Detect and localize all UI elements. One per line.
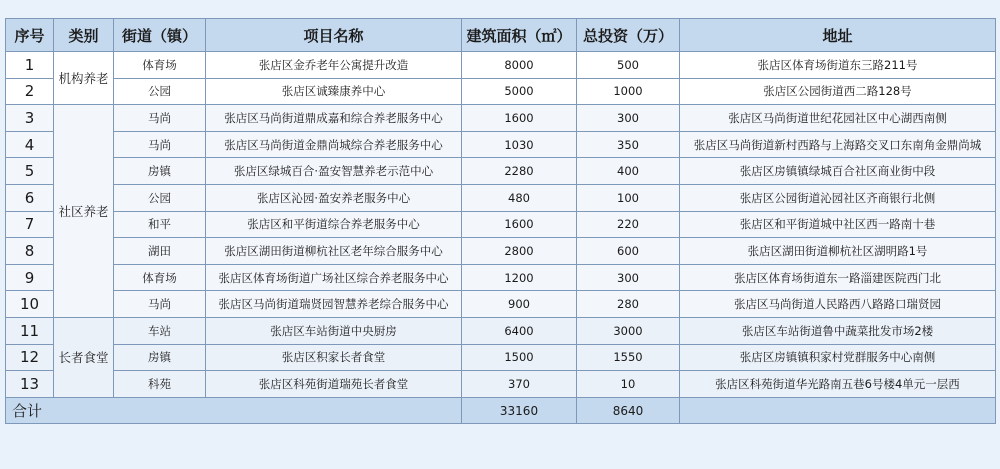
header-cell: 总投资（万） bbox=[577, 19, 680, 52]
total-investment-cell: 8640 bbox=[577, 397, 680, 424]
street-cell: 房镇 bbox=[114, 344, 206, 371]
project-name-cell: 张店区车站街道中央厨房 bbox=[206, 317, 462, 344]
address-cell: 张店区湖田街道柳杭社区湖明路1号 bbox=[680, 238, 996, 265]
row-number: 2 bbox=[6, 78, 54, 105]
header-cell: 街道（镇） bbox=[114, 19, 206, 52]
header-cell: 建筑面积（㎡） bbox=[462, 19, 577, 52]
table-row bbox=[6, 264, 996, 291]
row-number: 10 bbox=[6, 291, 54, 318]
address-cell: 张店区公园街道沁园社区齐商银行北侧 bbox=[680, 184, 996, 211]
address-cell: 张店区马尚街道新村西路与上海路交叉口东南角金鼎尚城 bbox=[680, 131, 996, 158]
row-number: 3 bbox=[6, 105, 54, 132]
table-row bbox=[6, 78, 996, 105]
area-cell: 1030 bbox=[462, 131, 577, 158]
total-empty-cell bbox=[680, 397, 996, 424]
address-cell: 张店区车站街道鲁中蔬菜批发市场2楼 bbox=[680, 317, 996, 344]
project-name-cell: 张店区诚臻康养中心 bbox=[206, 78, 462, 105]
area-cell: 2280 bbox=[462, 158, 577, 185]
address-cell: 张店区房镇镇积家村党群服务中心南侧 bbox=[680, 344, 996, 371]
row-number: 11 bbox=[6, 317, 54, 344]
project-name-cell: 张店区沁园·盈安养老服务中心 bbox=[206, 184, 462, 211]
table-row bbox=[6, 317, 996, 344]
area-cell: 480 bbox=[462, 184, 577, 211]
table-row bbox=[6, 344, 996, 371]
row-number: 7 bbox=[6, 211, 54, 238]
table-row bbox=[6, 291, 996, 318]
investment-cell: 1000 bbox=[577, 78, 680, 105]
header-cell: 序号 bbox=[6, 19, 54, 52]
row-number: 5 bbox=[6, 158, 54, 185]
investment-cell: 280 bbox=[577, 291, 680, 318]
row-number: 4 bbox=[6, 131, 54, 158]
street-cell: 湖田 bbox=[114, 238, 206, 265]
street-cell: 和平 bbox=[114, 211, 206, 238]
address-cell: 张店区和平街道城中社区西一路南十巷 bbox=[680, 211, 996, 238]
category-cell: 机构养老 bbox=[54, 52, 114, 105]
category-cell: 长者食堂 bbox=[54, 317, 114, 397]
area-cell: 1200 bbox=[462, 264, 577, 291]
investment-cell: 10 bbox=[577, 371, 680, 398]
project-name-cell: 张店区科苑街道瑞苑长者食堂 bbox=[206, 371, 462, 398]
header-row bbox=[6, 19, 996, 52]
area-cell: 5000 bbox=[462, 78, 577, 105]
address-cell: 张店区体育场街道东三路211号 bbox=[680, 52, 996, 79]
area-cell: 8000 bbox=[462, 52, 577, 79]
project-name-cell: 张店区金乔老年公寓提升改造 bbox=[206, 52, 462, 79]
total-area-cell: 33160 bbox=[462, 397, 577, 424]
address-cell: 张店区体育场街道东一路淄建医院西门北 bbox=[680, 264, 996, 291]
address-cell: 张店区房镇镇绿城百合社区商业街中段 bbox=[680, 158, 996, 185]
row-number: 9 bbox=[6, 264, 54, 291]
table-row bbox=[6, 105, 996, 132]
project-name-cell: 张店区和平街道综合养老服务中心 bbox=[206, 211, 462, 238]
total-label: 合计 bbox=[6, 397, 462, 424]
elderly-care-projects-table bbox=[5, 18, 996, 424]
investment-cell: 300 bbox=[577, 105, 680, 132]
investment-cell: 350 bbox=[577, 131, 680, 158]
table-row bbox=[6, 184, 996, 211]
project-name-cell: 张店区湖田街道柳杭社区老年综合服务中心 bbox=[206, 238, 462, 265]
table-row bbox=[6, 371, 996, 398]
investment-cell: 300 bbox=[577, 264, 680, 291]
row-number: 8 bbox=[6, 238, 54, 265]
address-cell: 张店区科苑街道华光路南五巷6号楼4单元一层西 bbox=[680, 371, 996, 398]
street-cell: 体育场 bbox=[114, 52, 206, 79]
table-row bbox=[6, 158, 996, 185]
street-cell: 公园 bbox=[114, 78, 206, 105]
row-number: 6 bbox=[6, 184, 54, 211]
address-cell: 张店区马尚街道世纪花园社区中心湖西南侧 bbox=[680, 105, 996, 132]
header-cell: 类别 bbox=[54, 19, 114, 52]
investment-cell: 220 bbox=[577, 211, 680, 238]
area-cell: 370 bbox=[462, 371, 577, 398]
project-name-cell: 张店区马尚街道瑞贤园智慧养老综合服务中心 bbox=[206, 291, 462, 318]
table-row bbox=[6, 52, 996, 79]
row-number: 12 bbox=[6, 344, 54, 371]
header-cell: 地址 bbox=[680, 19, 996, 52]
header-cell: 项目名称 bbox=[206, 19, 462, 52]
area-cell: 900 bbox=[462, 291, 577, 318]
area-cell: 2800 bbox=[462, 238, 577, 265]
table-row bbox=[6, 131, 996, 158]
investment-cell: 400 bbox=[577, 158, 680, 185]
table-row bbox=[6, 211, 996, 238]
street-cell: 马尚 bbox=[114, 291, 206, 318]
street-cell: 房镇 bbox=[114, 158, 206, 185]
project-name-cell: 张店区马尚街道金鼎尚城综合养老服务中心 bbox=[206, 131, 462, 158]
area-cell: 6400 bbox=[462, 317, 577, 344]
area-cell: 1600 bbox=[462, 105, 577, 132]
address-cell: 张店区公园街道西二路128号 bbox=[680, 78, 996, 105]
street-cell: 马尚 bbox=[114, 105, 206, 132]
row-number: 1 bbox=[6, 52, 54, 79]
area-cell: 1500 bbox=[462, 344, 577, 371]
address-cell: 张店区马尚街道人民路西八路路口瑞贤园 bbox=[680, 291, 996, 318]
category-cell: 社区养老 bbox=[54, 105, 114, 318]
project-name-cell: 张店区马尚街道鼎成嘉和综合养老服务中心 bbox=[206, 105, 462, 132]
street-cell: 体育场 bbox=[114, 264, 206, 291]
street-cell: 科苑 bbox=[114, 371, 206, 398]
street-cell: 公园 bbox=[114, 184, 206, 211]
project-name-cell: 张店区绿城百合·盈安智慧养老示范中心 bbox=[206, 158, 462, 185]
area-cell: 1600 bbox=[462, 211, 577, 238]
investment-cell: 500 bbox=[577, 52, 680, 79]
investment-cell: 600 bbox=[577, 238, 680, 265]
project-name-cell: 张店区积家长者食堂 bbox=[206, 344, 462, 371]
table-row bbox=[6, 238, 996, 265]
project-name-cell: 张店区体育场街道广场社区综合养老服务中心 bbox=[206, 264, 462, 291]
investment-cell: 1550 bbox=[577, 344, 680, 371]
investment-cell: 100 bbox=[577, 184, 680, 211]
street-cell: 车站 bbox=[114, 317, 206, 344]
total-row bbox=[6, 397, 996, 424]
row-number: 13 bbox=[6, 371, 54, 398]
investment-cell: 3000 bbox=[577, 317, 680, 344]
street-cell: 马尚 bbox=[114, 131, 206, 158]
